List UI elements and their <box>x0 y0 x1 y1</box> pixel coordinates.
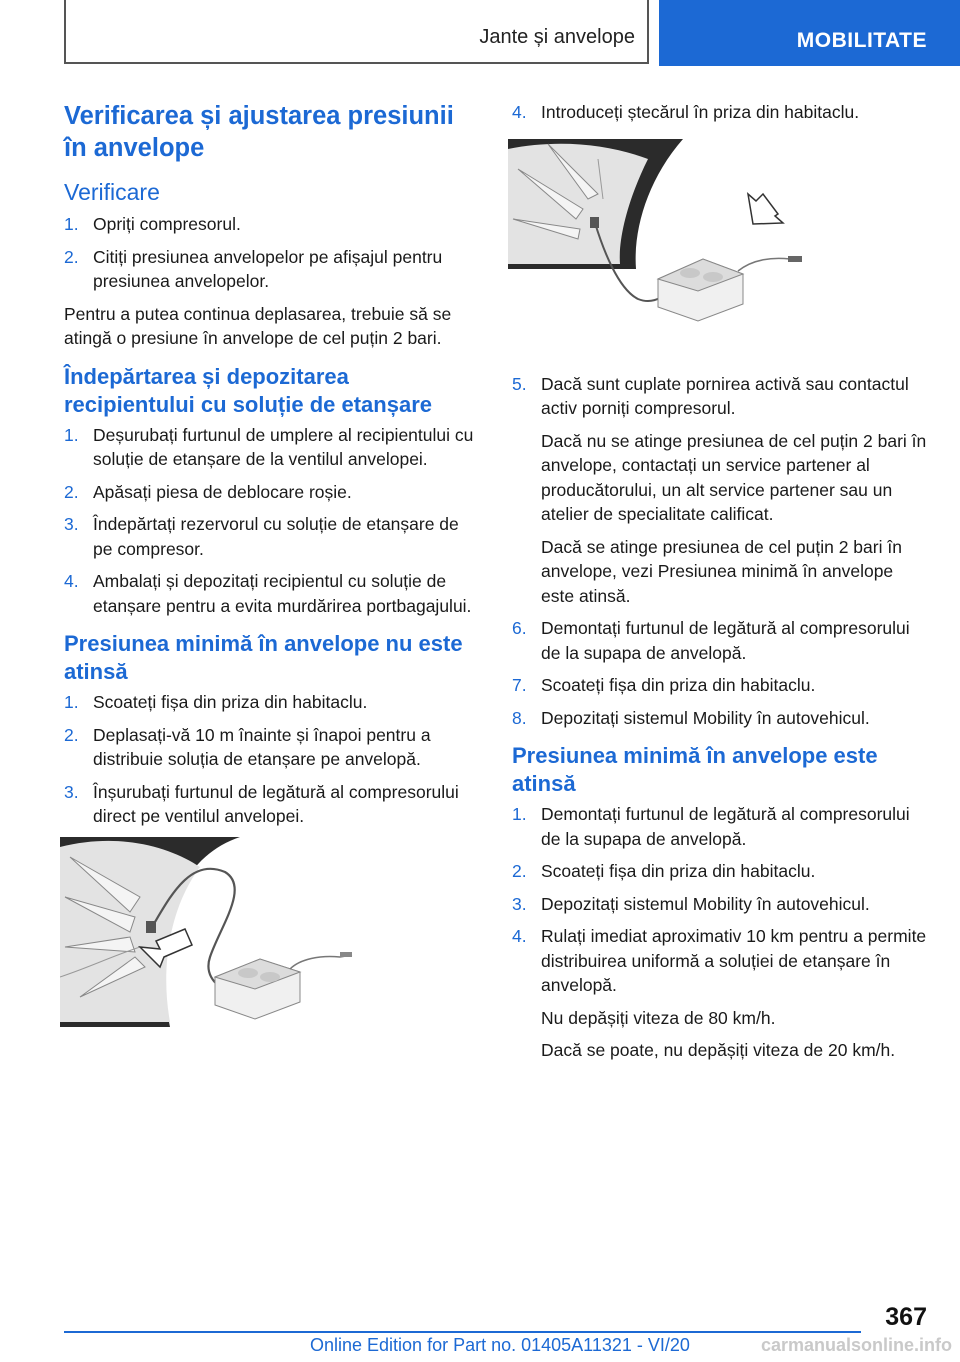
step-number: 2. <box>64 724 79 745</box>
step-number: 6. <box>512 618 527 638</box>
not-reached-heading: Presiunea minimă în anvelope nu este atinsă <box>64 631 463 684</box>
step-number: 3. <box>64 514 79 534</box>
reached-heading: Presiunea minimă în anvelope este atinsă <box>512 743 878 796</box>
check-steps <box>64 212 482 294</box>
header-chapter-tab <box>659 0 960 66</box>
list-item <box>64 690 482 715</box>
step-text: Îndepărtați rezervorul cu soluție de etanșare de pe compresor. <box>93 514 459 559</box>
list-item <box>512 924 930 1063</box>
step-text: Introduceți ștecărul în priza din habitaclu. <box>541 102 860 122</box>
check-heading: Verificare <box>64 179 160 205</box>
run-steps <box>512 372 930 731</box>
step-number: 1. <box>64 214 79 234</box>
step-number: 4. <box>512 102 527 122</box>
step-number: 7. <box>512 675 527 695</box>
page-title-line1: Verificarea și ajustarea presiunii <box>64 102 454 130</box>
list-item <box>64 723 482 772</box>
step-text: Înșurubați furtunul de legătură al compresorului direct pe ventilul anvelopei. <box>93 781 459 826</box>
check-note: Pentru a putea continua deplasarea, trebuie să se atingă o presiune în anvelope de cel puțin 2 bari. <box>64 303 452 348</box>
list-item <box>64 423 482 472</box>
left-column <box>64 100 482 1051</box>
step-number: 3. <box>64 781 79 802</box>
list-item <box>512 673 930 698</box>
reached-steps <box>512 802 930 1063</box>
list-item <box>512 706 930 731</box>
list-item <box>64 569 482 618</box>
compressor-valve-illustration <box>60 837 360 1027</box>
remove-steps <box>64 423 482 619</box>
step-text: Depozitați sistemul Mobility în autovehicul. <box>541 707 870 728</box>
step-text: Citiți presiunea anvelopelor pe afișajul pentru presiunea anvelopelor. <box>93 246 443 291</box>
step-note: Dacă nu se atinge presiunea de cel puțin 2 bari în anvelope, contactați un service partener al producătorului, un alt service partener sau un atelier de specialitate calificat. <box>541 430 927 524</box>
step-text: Apăsați piesa de deblocare roșie. <box>93 481 352 502</box>
step-text: Opriți compresorul. <box>93 214 241 234</box>
header-chapter-label: MOBILITATE <box>796 29 927 52</box>
list-item <box>64 245 482 294</box>
list-item <box>512 372 930 609</box>
connect-steps <box>512 100 930 125</box>
step-text: Demontați furtunul de legătură al compresorului de la supapa de anvelopă. <box>541 804 910 849</box>
plug-socket-illustration <box>508 139 808 334</box>
list-item <box>64 512 482 561</box>
step-text: Scoateți fișa din priza din habitaclu. <box>93 692 368 712</box>
list-item <box>64 212 482 237</box>
watermark: carmanualsonline.info <box>760 1335 952 1355</box>
page-title <box>64 100 482 164</box>
step-number: 5. <box>512 373 527 394</box>
step-note: Dacă se poate, nu depășiți viteza de 20 km/h. <box>541 1040 896 1060</box>
step-number: 4. <box>512 926 527 946</box>
step-number: 1. <box>512 804 527 824</box>
step-text: Rulați imediat aproximativ 10 km pentru a permite distribuirea uniformă a soluției de etanșare în anvelopă. <box>541 926 927 995</box>
right-column <box>512 100 930 1071</box>
header-section-title: Jante și anvelope <box>479 26 635 48</box>
step-number: 8. <box>512 707 527 728</box>
step-text: Scoateți fișa din priza din habitaclu. <box>541 675 816 695</box>
step-text: Demontați furtunul de legătură al compresorului de la supapa de anvelopă. <box>541 618 910 663</box>
step-text: Ambalați și depozitați recipientul cu soluție de etanșare pentru a evita murdărirea portbagajului. <box>93 571 472 616</box>
footer-divider <box>64 1331 861 1333</box>
list-item <box>64 780 482 829</box>
remove-heading: Îndepărtarea și depozitarea recipientului cu soluție de etanșare <box>64 363 432 417</box>
step-note: Dacă se atinge presiunea de cel puțin 2 bari în anvelope, vezi Presiunea minimă în anvelope este atinsă. <box>541 536 902 606</box>
list-item <box>512 616 930 665</box>
list-item <box>512 859 930 884</box>
step-number: 2. <box>512 861 527 881</box>
step-text: Depozitați sistemul Mobility în autovehicul. <box>541 893 870 914</box>
step-number: 2. <box>64 481 79 502</box>
list-item <box>64 480 482 505</box>
page-number: 367 <box>885 1303 927 1331</box>
step-number: 1. <box>64 424 79 445</box>
step-note: Nu depășiți viteza de 80 km/h. <box>541 1007 776 1028</box>
list-item <box>512 802 930 851</box>
step-text: Scoateți fișa din priza din habitaclu. <box>541 861 816 881</box>
step-number: 1. <box>64 692 79 712</box>
not-reached-steps <box>64 690 482 829</box>
page-title-line2: în anvelope <box>64 134 205 162</box>
step-text: Deplasați-vă 10 m înainte și înapoi pentru a distribuie soluția de etanșare pe anvelopă. <box>93 724 431 769</box>
footer-edition: Online Edition for Part no. 01405A11321 - VI/20 <box>310 1335 690 1355</box>
list-item <box>512 892 930 917</box>
list-item <box>512 100 930 125</box>
step-text: Dacă sunt cuplate pornirea activă sau contactul activ porniți compresorul. <box>541 373 909 418</box>
step-number: 2. <box>64 246 79 267</box>
step-number: 3. <box>512 893 527 914</box>
step-number: 4. <box>64 571 79 591</box>
step-text: Deșurubați furtunul de umplere al recipientului cu soluție de etanșare de la ventilul anvelopei. <box>93 424 474 469</box>
